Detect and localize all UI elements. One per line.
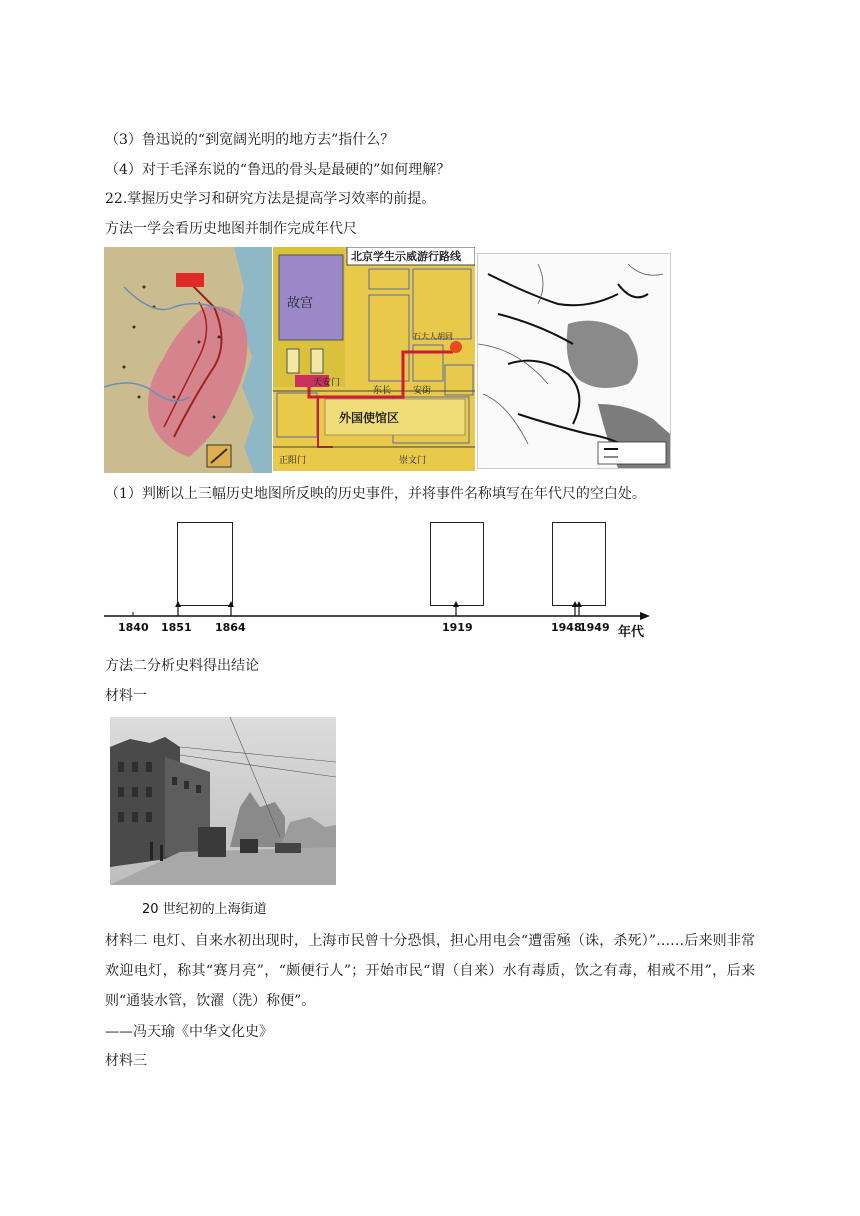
map2-label-chongwenmen: 崇文门 [399,456,427,466]
timeline-axis-label: 年代 [618,625,645,640]
question-22-1: （1）判断以上三幅历史地图所反映的历史事件，并将事件名称填写在年代尺的空白处。 [105,486,646,502]
map2-label-gugong: 故宫 [287,296,314,311]
method-1-heading: 方法一学会看历史地图并制作完成年代尺 [105,221,357,237]
map-taiping-movement [104,247,272,473]
timeline-arrow-1919 [453,601,459,616]
map-taiping-svg [104,247,272,473]
timeline-arrow-1864 [228,601,234,616]
material-2-source: ——冯天瑜《中华文化史》 [105,1024,273,1040]
timeline-blank-box-2[interactable] [430,522,484,606]
photo-caption: 20 世纪初的上海街道 [142,902,267,917]
map2-label-waiguo: 外国使馆区 [339,411,400,425]
map-beijing-march [273,247,475,471]
question-3: （3）鲁迅说的“到宽阔光明的地方去”指什么？ [105,132,395,148]
timeline-tick-label-1840: 1840 [118,621,149,634]
material-3-label: 材料三 [105,1053,147,1069]
map-beijing-svg [273,247,475,471]
material-1-label: 材料一 [105,688,147,704]
timeline-tick-label-1851: 1851 [161,621,192,634]
map-campaigns-svg [478,254,670,468]
timeline-axis-svg [100,596,660,642]
map2-label-dongchang: 东长 [373,386,392,396]
timeline-tick-label-1864: 1864 [215,621,246,634]
timeline-tick-label-1919: 1919 [442,621,473,634]
timeline-blank-box-3[interactable] [552,522,606,606]
timeline-blank-box-1[interactable] [177,522,233,606]
photo-shanghai-svg [110,717,336,885]
map2-label-tiananmen: 天安门 [313,378,341,388]
timeline-arrow-1949 [576,601,582,616]
timeline-tick-label-1948: 1948 [551,621,582,634]
map2-title: 北京学生示威游行路线 [351,250,461,263]
material-2-text: 材料二 电灯、自来水初出现时，上海市民曾十分恐惧，担心用电会“遭雷殛（诛，杀死）”……后来则非常欢迎电灯，称其“赛月亮”，“颇便行人”；开始市民“谓（自来）水有毒质，饮之有毒，相戒不用”，后来则“通装水管，饮濯（洗）称便”。 [105,933,755,1009]
timeline-arrow-1851 [175,601,181,616]
question-4: （4）对于毛泽东说的“鲁迅的骨头是最硬的”如何理解？ [105,162,451,178]
timeline-tick-label-1949: 1949 [579,621,610,634]
map2-label-anjie: 安街 [413,386,432,396]
map2-label-shidaren: 石大人胡同 [413,332,453,341]
method-2-heading: 方法二分析史料得出结论 [105,658,259,674]
map2-label-zhengyangmen: 正阳门 [279,456,307,466]
timeline-axis-arrow [640,612,650,620]
photo-shanghai-street [110,717,336,885]
map-three-campaigns [477,253,671,469]
question-22: 22.掌握历史学习和研究方法是提高学习效率的前提。 [105,191,436,207]
timeline-arrow-1948 [572,601,578,616]
